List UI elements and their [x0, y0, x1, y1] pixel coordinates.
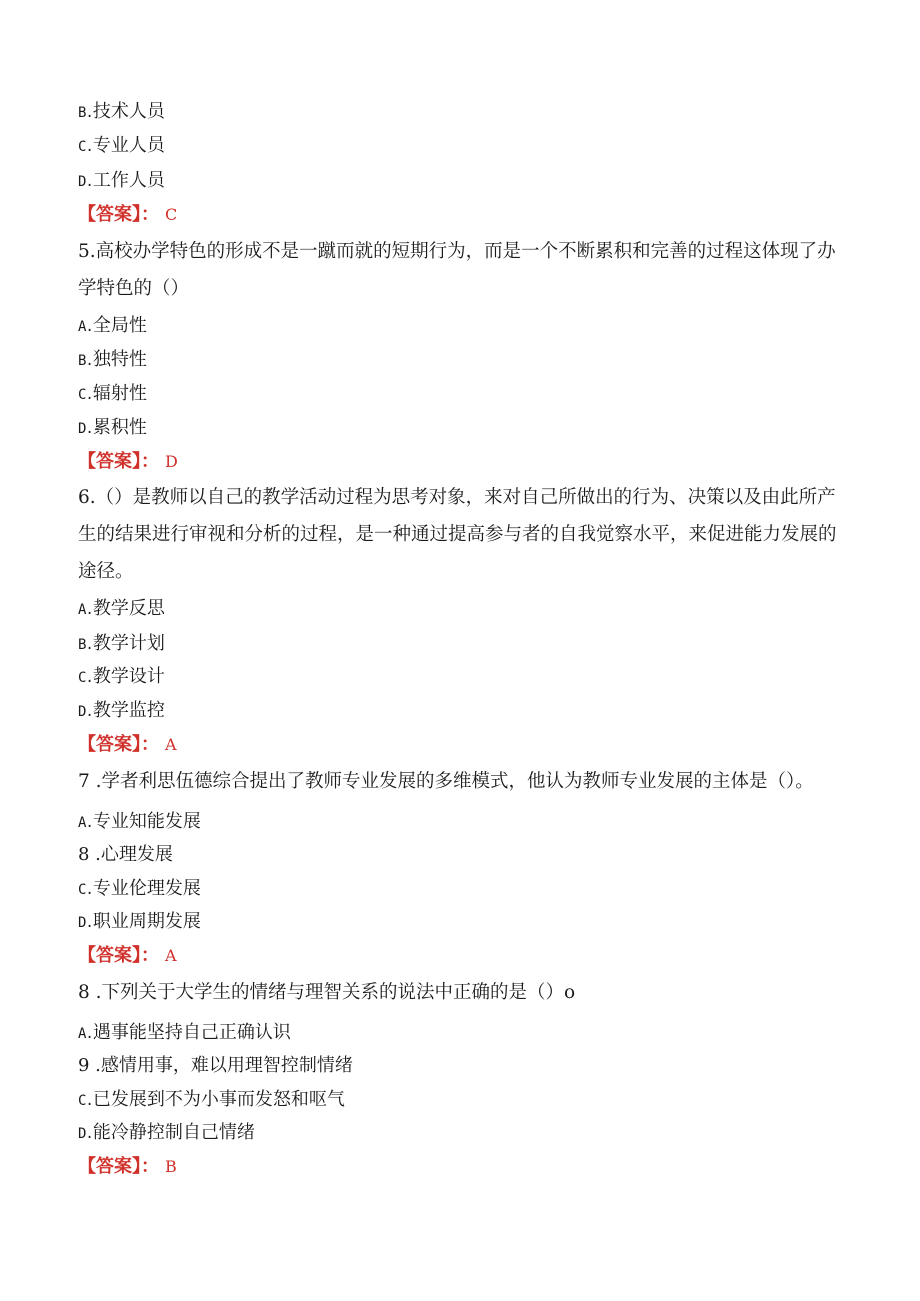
option-letter: B. — [78, 353, 93, 369]
option-letter: A. — [78, 319, 93, 335]
option-text: 教学监控 — [92, 700, 165, 721]
answer-open-bracket: 【 — [78, 1156, 96, 1177]
option-b-q8-misnumbered: 9 .感情用事，难以用理智控制情绪 — [78, 1055, 353, 1076]
option-c-q6 — [78, 665, 165, 690]
option-b-q5 — [78, 348, 147, 373]
answer-close-bracket: 】 — [132, 204, 141, 225]
option-c-q8 — [78, 1088, 345, 1113]
option-letter: A. — [78, 1026, 93, 1042]
option-text: 专业知能发展 — [92, 811, 201, 832]
option-text: 教学计划 — [92, 633, 165, 654]
option-letter: A. — [78, 815, 93, 831]
option-c-q4 — [78, 134, 165, 159]
option-text: 教学反思 — [92, 598, 165, 619]
answer-q6 — [78, 733, 177, 757]
question-6-line-2: 生的结果进行审视和分析的过程，是一种通过提高参与者的自我觉察水平，来促进能力发展的 — [78, 524, 837, 545]
answer-colon: ： — [141, 945, 159, 966]
answer-label: 答案 — [96, 734, 132, 755]
option-d-q7 — [78, 910, 201, 935]
option-a-q7 — [78, 810, 201, 835]
answer-label: 答案 — [96, 451, 132, 472]
option-letter: D. — [78, 915, 93, 931]
option-letter: C. — [78, 139, 93, 155]
answer-q4 — [78, 203, 177, 227]
answer-close-bracket: 】 — [132, 1156, 141, 1177]
option-a-q6 — [78, 597, 165, 622]
option-text: 能冷静控制自己情绪 — [92, 1122, 255, 1143]
question-5-line-1: 5.高校办学特色的形成不是一蹴而就的短期行为，而是一个不断累积和完善的过程这体现了办 — [78, 241, 836, 262]
option-c-q7 — [78, 877, 201, 902]
answer-label: 答案 — [96, 204, 132, 225]
option-a-q5 — [78, 314, 147, 339]
option-a-q8 — [78, 1021, 291, 1046]
option-letter: A. — [78, 602, 93, 618]
answer-open-bracket: 【 — [78, 451, 96, 472]
question-6-line-3: 途径。 — [78, 561, 134, 582]
option-d-q5 — [78, 416, 147, 441]
option-text: 遇事能坚持自己正确认识 — [92, 1022, 291, 1043]
answer-value: A — [165, 735, 177, 754]
answer-value: B — [165, 1157, 177, 1176]
option-b-q7-misnumbered: 8 .心理发展 — [78, 844, 173, 865]
option-text: 辐射性 — [92, 383, 147, 404]
option-letter: C. — [78, 882, 93, 898]
option-text: 专业伦理发展 — [92, 878, 201, 899]
option-letter: C. — [78, 1093, 93, 1109]
answer-open-bracket: 【 — [78, 945, 96, 966]
question-5-line-2: 学特色的（） — [78, 278, 190, 299]
answer-q7 — [78, 944, 177, 968]
option-text: 全局性 — [92, 315, 147, 336]
answer-open-bracket: 【 — [78, 734, 96, 755]
question-7-line-1: 7 .学者利思伍德综合提出了教师专业发展的多维模式，他认为教师专业发展的主体是（）。 — [78, 771, 814, 792]
answer-q5 — [78, 450, 178, 474]
answer-close-bracket: 】 — [132, 945, 141, 966]
answer-label: 答案 — [96, 1156, 132, 1177]
option-letter: B. — [78, 637, 93, 653]
answer-value: A — [165, 946, 177, 965]
option-text: 教学设计 — [92, 666, 165, 687]
option-letter: D. — [78, 1126, 93, 1142]
option-text: 已发展到不为小事而发怒和呕气 — [92, 1089, 345, 1110]
option-text: 累积性 — [92, 417, 147, 438]
option-d-q6 — [78, 699, 165, 724]
option-d-q8 — [78, 1121, 255, 1146]
option-letter: C. — [78, 670, 93, 686]
question-6-line-1: 6.（）是教师以自己的教学活动过程为思考对象，来对自己所做出的行为、决策以及由此所产 — [78, 487, 836, 508]
answer-close-bracket: 】 — [132, 451, 141, 472]
answer-colon: ： — [141, 204, 159, 225]
option-letter: D. — [78, 174, 93, 190]
answer-value: C — [165, 205, 178, 224]
option-b-q6 — [78, 632, 165, 657]
option-letter: D. — [78, 421, 93, 437]
option-text: 职业周期发展 — [92, 911, 201, 932]
option-b-q4 — [78, 100, 165, 125]
answer-close-bracket: 】 — [132, 734, 141, 755]
option-letter: C. — [78, 387, 93, 403]
answer-q8 — [78, 1155, 177, 1179]
option-text: 独特性 — [92, 349, 147, 370]
option-text: 专业人员 — [92, 135, 165, 156]
option-text: 技术人员 — [92, 101, 165, 122]
option-c-q5 — [78, 382, 147, 407]
answer-colon: ： — [141, 451, 159, 472]
answer-open-bracket: 【 — [78, 204, 96, 225]
answer-colon: ： — [141, 1156, 159, 1177]
answer-value: D — [165, 452, 178, 471]
answer-colon: ： — [141, 734, 159, 755]
option-d-q4 — [78, 169, 165, 194]
option-text: 工作人员 — [92, 170, 165, 191]
question-8-line-1: 8 .下列关于大学生的情绪与理智关系的说法中正确的是（）o — [78, 982, 576, 1003]
answer-label: 答案 — [96, 945, 132, 966]
option-letter: D. — [78, 704, 93, 720]
option-letter: B. — [78, 105, 93, 121]
